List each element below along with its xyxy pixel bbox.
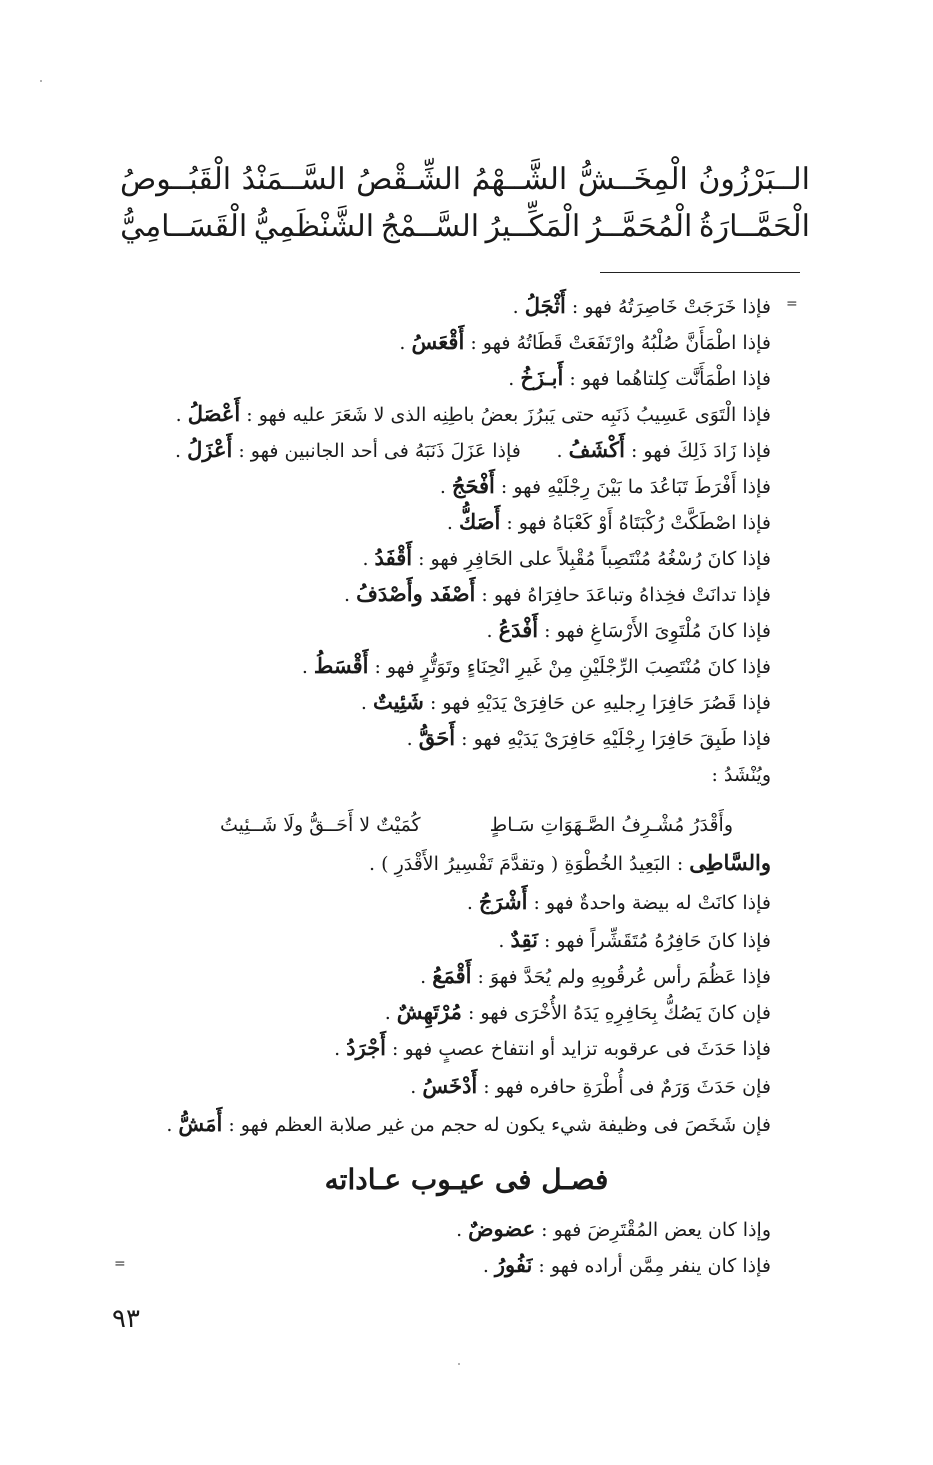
term: عضوضٌ [468, 1216, 536, 1241]
term: أَفْحَجُ [451, 473, 495, 498]
text-line: فإذا طَبِقَ حَافِرَا رِجْلَيْهِ حَافِرَىْ يَدَيْهِ فهو : أَحَقُّ . [406, 725, 771, 750]
poem-word: السَّــمْجُ [380, 209, 480, 244]
continuation-mark: = [114, 1256, 126, 1272]
term: نَقِدٌ [510, 927, 539, 952]
term: أَكْشَفُ [568, 437, 625, 462]
text-line: ويُنْشَدُ : [711, 764, 771, 786]
term: أَمَشُّ [178, 1111, 223, 1136]
term: أَصْفَد وأَصْدَفُ [356, 581, 476, 606]
term: أَعْزَلُ [187, 437, 233, 462]
text-line: فإذا اطْمَأَنَّت كِلتاهُما فهو : أَبـزَخُ . [508, 365, 771, 390]
poem-word: الْمِخَــشُّ [577, 162, 688, 197]
text-line: فإذا خَرَجَتْ خَاصِرَتُهُ فهو : أَثْجَلُ . [512, 293, 771, 318]
text-line: فإذا كانَتْ له بيضة واحدةٌ فهو : أَشْرَجُ . [466, 889, 771, 914]
term: شَئِيتٌ [373, 689, 424, 714]
term: والسَّاطِى [689, 850, 771, 875]
text-line: فإذا عَظُمَ رأس عُرقُوبِهِ ولم يُحَدَّ فهوَ : أَقْمَعُ . [420, 963, 771, 988]
text-line: فإذا حَدَثَ فى عرقوبه تزايد أو انتفاخ عصبٍ فهو : أَجْرَدُ . [334, 1035, 771, 1060]
text-line: فإن كانَ يَصُكُّ بِحَافِرِهِ يَدَهُ الأُخْرَى فهو : مُرْتَهِشٌ . [384, 999, 771, 1024]
term: أَحَقُّ [418, 725, 456, 750]
text-line: فإذا كانَ حَافِرُهُ مُتَقَشِّراً فهو : نَقِدٌ . [498, 927, 771, 952]
poem-line-1 [120, 160, 810, 200]
poem-word: الــبَرْزُونُ [698, 162, 810, 197]
scan-speck [458, 1363, 460, 1365]
text-line: فإذا كانَ مُنْتَصِبَ الرِّجْلَيْنِ مِنْ غَيرِ انْحِنَاءٍ وتَوَتُّرٍ فهو : أَقْسَطُ . [301, 653, 771, 678]
text-line: فإن حَدَثَ وَرَمٌ فى أُطْرَةِ حافره فهو : أَدْخَسُ . [410, 1073, 771, 1098]
text-line: فإذا كانَ رُسْغُهُ مُنْتَصِباً مُقْبِلاً على الحَافِرِ فهو : أَقْفَدُ . [362, 545, 771, 570]
term: مُرْتَهِشٌ [396, 999, 462, 1024]
verse-hemistich-1: وأَقْدَرُ مُشْـرِفُ الصَّـهَوَاتِ سَـاطٍ [489, 814, 733, 836]
term: أَقْعَسُ [411, 329, 465, 354]
text-line: فإذا أَفْرَطَ تَبَاعُدَ ما بَيْنَ رِجْلَيْهِ فهو : أَفْحَجُ . [439, 473, 771, 498]
text-line: فإذا تدانَتْ فخِذاهُ وتباعَدَ حافِرَاهُ فهو : أَصْفَد وأَصْدَفُ . [344, 581, 771, 606]
text-line: فإذا كانَ مُلْتَوِىَ الأَرْسَاغِ فهو : أَفْدَعُ . [486, 617, 771, 642]
continuation-mark: = [786, 296, 798, 312]
text-line: فإذا اطْمَأَنَّ صُلْبُهُ وارْتَفَعَتْ قَطَاتُهُ فهو : أَقْعَسُ . [399, 329, 771, 354]
term: أَصَكُّ [458, 509, 501, 534]
poem-word: الْحَمَّــارَةُ [698, 209, 810, 244]
text-line: فإذا قَصُرَ حَافِرَا رِجليهِ عن حَافِرَىْ يَدَيْهِ فهو : شَئِيتٌ . [360, 689, 771, 714]
poem-word: الْقَبُــوصُ [120, 162, 232, 197]
text-line: فإذا كان ينفر مِمَّن أراده فهو : نَفُورُ . [482, 1252, 771, 1277]
term: أَشْرَجُ [478, 889, 528, 914]
term: أَقْمَعُ [432, 963, 472, 988]
text-line: وإذا كان يعض المُقْتَرِضَ فهو : عضوضٌ . [456, 1216, 771, 1241]
footnote-rule [600, 272, 800, 273]
text-line: فإذا الْتَوَى عَسِيبُ ذَنَبِه حتى يَبرُزَ بعضُ باطِنِه الذى لا شَعَرَ عليه فهو : أَعْصَلُ . [175, 401, 771, 426]
text-line: فإن شَخَصَ فى وظيفة شيء يكون له حجم من غير صلابة العظم فهو : أَمَشُّ . [166, 1111, 771, 1136]
poem-word: الشِّـقْصُ [356, 162, 462, 197]
term: أَثْجَلُ [524, 293, 566, 318]
term: أَفْدَعُ [498, 617, 539, 642]
page-number: ٩٣ [112, 1304, 140, 1334]
verse-hemistich-2: كُمَيْتٌ لا أَحَــقُّ ولَا شَــئِيتُ [220, 814, 421, 836]
term: أَعْصَلُ [187, 401, 241, 426]
term: أَقْسَطُ [313, 653, 369, 678]
poem-word: السَّــمَنْدُ [241, 162, 346, 197]
term: أَبـزَخُ [520, 365, 564, 390]
poem-line-2 [120, 207, 810, 247]
term: أَقْفَدُ [374, 545, 413, 570]
poem-word: الْمَكِّــيرُ [485, 209, 581, 244]
poem-word: الشَّــهْمُ [471, 162, 568, 197]
scan-speck [40, 80, 42, 82]
poem-word: الْقَسَــامِيُّ [120, 209, 248, 244]
poem-word: الشَّنْظَمِيُّ [253, 209, 375, 244]
text-line: فإذا اصْطَكَّتْ رُكْبَتَاهُ أَوْ كَعْبَاهُ فهو : أَصَكُّ . [446, 509, 771, 534]
term: أَجْرَدُ [346, 1035, 387, 1060]
text-line: والسَّاطِى : البَعِيدُ الخُطْوَةِ ( وتقدَّمَ تَفْسِيرُ الأَقْدَرِ ) . [369, 850, 771, 875]
section-heading: فصـل فى عيـوب عـاداته [324, 1163, 609, 1196]
term: أَدْخَسُ [422, 1073, 478, 1098]
poem-word: الْمُحَمَّــرُ [586, 209, 693, 244]
poetry-verse [220, 812, 771, 838]
text-line: فإذا زَادَ ذَلِكَ فهو : أَكْشَفُ . فإذا عَزَلَ ذَنَبَهُ فى أحد الجانبين فهو : أَعْزَلُ . [175, 437, 771, 462]
term: نَفُورُ [494, 1252, 533, 1277]
